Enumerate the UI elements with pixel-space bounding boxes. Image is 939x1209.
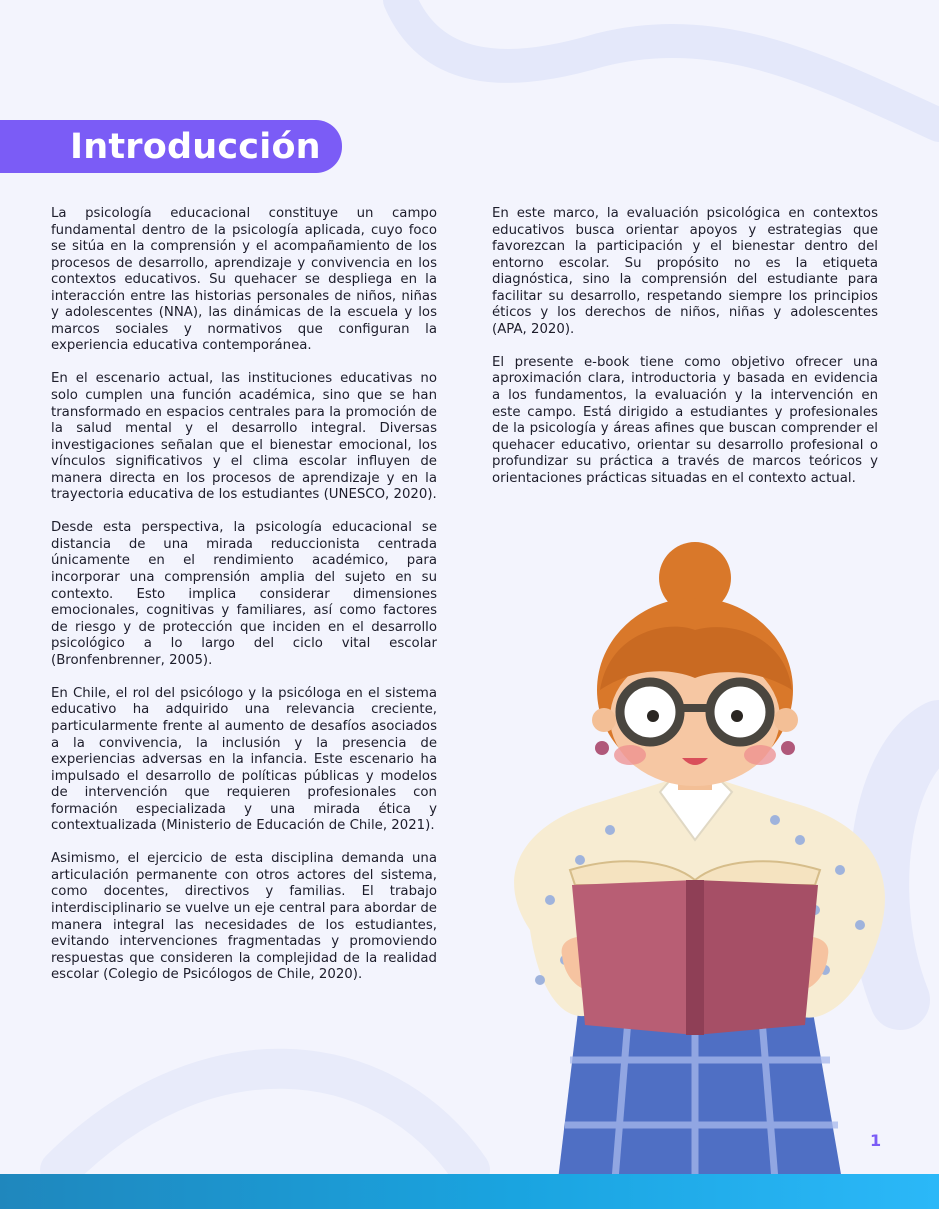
right-column bbox=[492, 206, 878, 504]
paragraph: En este marco, la evaluación psicológica en contextos educativos busca orientar apoyos y estrategias que favorezcan la participación y el bienestar dentro del entorno escolar. Su propósito no es la etiqueta diagnóstica, sino la comprensión del estudiante para facilitar su desarrollo, respetando siempre los principios éticos y los derechos de niños, niñas y adolescentes (APA, 2020). bbox=[492, 206, 878, 337]
paragraph: El presente e-book tiene como objetivo ofrecer una aproximación clara, introductoria y basada en evidencia a los fundamentos, la evaluación y la intervención en este campo. Está dirigido a estudiantes y profesionales de la psicología y áreas afines que buscan comprender el quehacer educativo, orientar su desarrollo profesional o profundizar su práctica a través de marcos teóricos y orientaciones prácticas situadas en el contexto actual. bbox=[492, 354, 878, 486]
paragraph: La psicología educacional constituye un campo fundamental dentro de la psicología aplicada, cuyo foco se sitúa en la comprensión y el acompañamiento de los procesos de desarrollo, aprendizaje y convivencia en los contextos educativos. Su quehacer se despliega en la interacción entre las historias personales de niños, niñas y adolescentes (NNA), las dinámicas de la escuela y los marcos sociales y normativos que configuran la experiencia educativa contemporánea. bbox=[51, 206, 437, 354]
paragraph: En Chile, el rol del psicólogo y la psicóloga en el sistema educativo ha adquirido una relevancia creciente, particularmente frente al aumento de desafíos asociados a la convivencia, la inclusión y la presencia de experiencias adversas en la infancia. Este escenario ha impulsado el desarrollo de políticas públicas y modelos de intervención que requieren profesionales con formación especializada y una mirada ética y contextualizada (Ministerio de Educación de Chile, 2021). bbox=[51, 685, 437, 834]
page-number: 1 bbox=[870, 1131, 882, 1150]
woman-reading-book-illustration bbox=[470, 540, 920, 1180]
page-title: Introducción bbox=[70, 126, 321, 167]
paragraph: Desde esta perspectiva, la psicología educacional se distancia de una mirada reduccionista centrada únicamente en el rendimiento académico, para incorporar una comprensión amplia del sujeto en su contexto. Esto implica considerar dimensiones emocionales, cognitivas y familiares, así como factores de riesgo y de protección que inciden en el desarrollo psicológico a lo largo del ciclo vital escolar (Bronfenbrenner, 2005). bbox=[51, 520, 437, 668]
left-column bbox=[51, 206, 437, 1000]
footer-bar bbox=[0, 1174, 939, 1209]
title-banner bbox=[0, 120, 342, 173]
paragraph: En el escenario actual, las instituciones educativas no solo cumplen una función académica, sino que se han transformado en espacios centrales para la promoción de la salud mental y el desarrollo integral. Diversas investigaciones señalan que el bienestar emocional, los vínculos significativos y el clima escolar influyen de manera directa en los procesos de aprendizaje y en la trayectoria educativa de los estudiantes (UNESCO, 2020). bbox=[51, 371, 437, 503]
paragraph: Asimismo, el ejercicio de esta disciplina demanda una articulación permanente con otros actores del sistema, como docentes, directivos y familias. El trabajo interdisciplinario se vuelve un eje central para abordar de manera integral las necesidades de los estudiantes, evitando intervenciones fragmentadas y promoviendo respuestas que consideren la complejidad de la realidad escolar (Colegio de Psicólogos de Chile, 2020). bbox=[51, 851, 437, 983]
